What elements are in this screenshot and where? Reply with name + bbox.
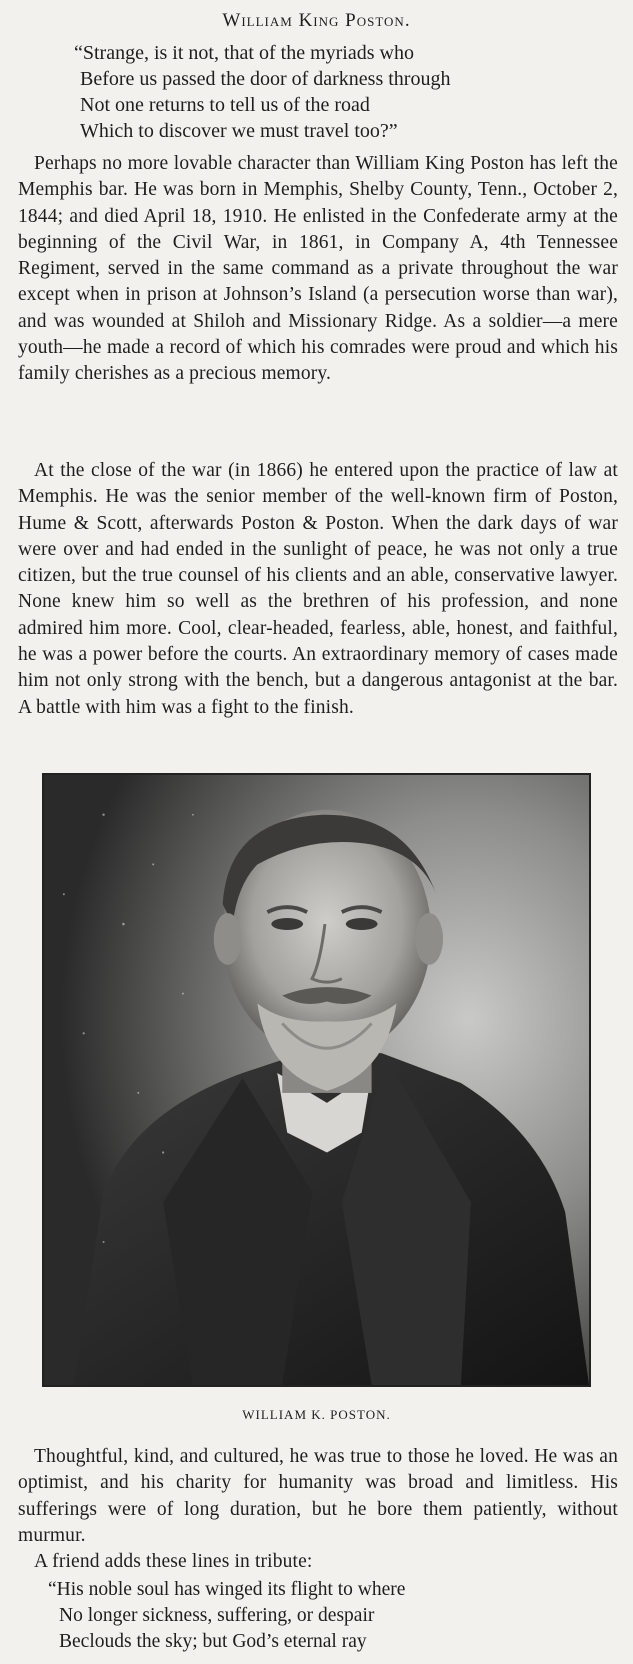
- portrait-photo: [42, 773, 591, 1387]
- paragraph-career: At the close of the war (in 1866) he entered upon the practice of law at Memphis. He was the senior member of the well-known firm of Poston, Hume & Scott, afterwards Poston & Poston. When the dark days of war were over and had ended in the sunlight of peace, he was not only a true citizen, but the true counsel of his clients and an able, conservative lawyer. None knew him so well as the brethren of his profession, and none admired him more. Cool, clear-headed, fearless, able, honest, and faithful, he was a power before the courts. An extraordinary memory of cases made him not only strong with the bench, but a dangerous antagonist at the bar. A battle with him was a fight to the finish.: [18, 460, 618, 718]
- page-title: William King Poston.: [222, 10, 411, 31]
- verse-line: Not one returns to tell us of the road: [80, 94, 370, 116]
- paragraph-character: Thoughtful, kind, and cultured, he was true to those he loved. He was an optimist, and his charity for humanity was broad and limitless. His sufferings were of long duration, but he bore them patiently, without murmur.: [18, 1446, 618, 1546]
- portrait-image: [44, 775, 589, 1385]
- tribute-verse: [48, 1577, 405, 1655]
- verse-line: No longer sickness, suffering, or despair: [59, 1605, 375, 1626]
- paragraph-tribute-intro: A friend adds these lines in tribute:: [34, 1551, 313, 1572]
- verse-line: Before us passed the door of darkness through: [80, 68, 451, 90]
- epigraph-verse: [74, 40, 451, 144]
- photo-caption: WILLIAM K. POSTON.: [242, 1407, 391, 1422]
- verse-line: Which to discover we must travel too?”: [80, 120, 398, 142]
- verse-line: Beclouds the sky; but God’s eternal ray: [59, 1631, 367, 1652]
- verse-line: “His noble soul has winged its flight to where: [48, 1579, 406, 1600]
- paragraph-biography: Perhaps no more lovable character than William King Poston has left the Memphis bar. He was born in Memphis, Shelby County, Tenn., October 2, 1844; and died April 18, 1910. He enlisted in the Confederate army at the beginning of the Civil War, in 1861, in Company A, 4th Tennessee Regiment, served in the same command as a private throughout the war except when in prison at Johnson’s Island (a persecution worse than war), and was wounded at Shiloh and Missionary Ridge. As a soldier—a mere youth—he made a record of which his comrades were proud and which his family cherishes as a precious memory.: [18, 153, 618, 385]
- verse-line: “Strange, is it not, that of the myriads who: [74, 42, 414, 64]
